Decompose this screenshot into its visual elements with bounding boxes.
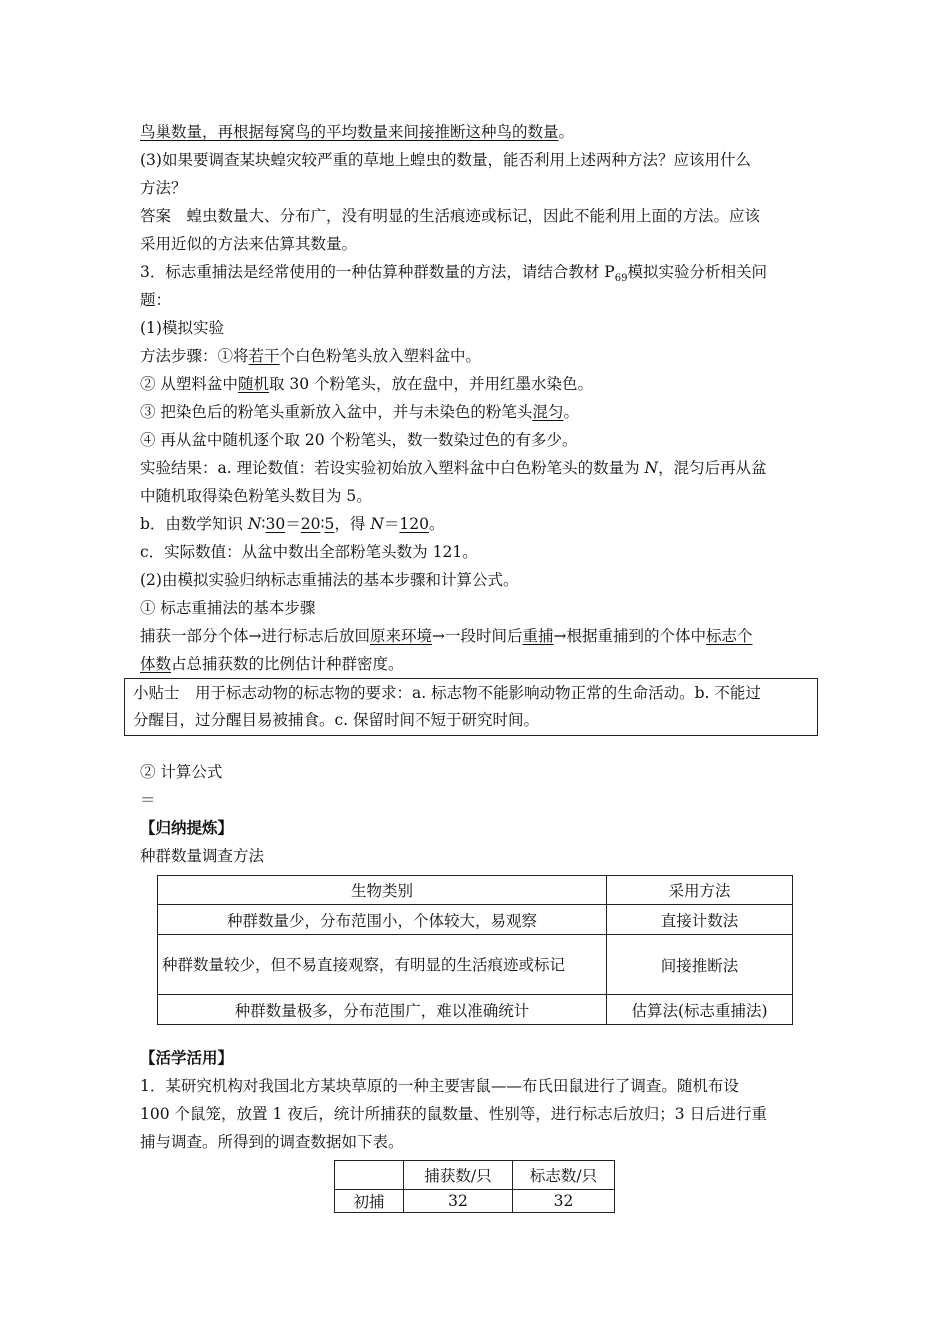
step-1 — [140, 342, 820, 370]
text-line: 捕与调查。所得到的调查数据如下表。 — [140, 1133, 404, 1151]
text: 实验结果：a. 理论数值：若设实验初始放入塑料盆中白色粉笔头的数量为 — [140, 459, 645, 477]
text: ∶ — [261, 515, 266, 533]
step-3 — [140, 398, 820, 426]
tip-line: 小贴士 用于标志动物的标志物的要求：a. 标志物不能影响动物正常的生命活动。b. 不能过 — [133, 684, 761, 702]
text: ，混匀后再从盆 — [658, 459, 767, 477]
underlined-answer: 30 — [265, 515, 286, 533]
underlined-answer: 混匀 — [532, 403, 564, 421]
capture-data-table — [334, 1160, 615, 1213]
step-4: ④ 再从盆中随机逐个取 20 个粉笔头，数一数染过色的有多少。 — [140, 431, 578, 449]
text: 。 — [558, 123, 575, 141]
text-line: 100 个鼠笼，放置 1 夜后，统计所捕获的鼠数量、性别等，进行标志后放归；3 日后进行重 — [140, 1105, 768, 1123]
text: 3．标志重捕法是经常使用的一种估算种群数量的方法，请结合教材 P — [140, 263, 615, 281]
text-line: 方法？ — [140, 179, 187, 197]
underlined-answer: 体数 — [140, 655, 172, 673]
table-header — [335, 1161, 404, 1190]
text-line: 采用近似的方法来估算其数量。 — [140, 235, 358, 253]
table-cell: 种群数量极多，分布范围广，难以准确统计 — [158, 995, 607, 1025]
table-row — [158, 905, 793, 935]
question-1: 1．某研究机构对我国北方某块草原的一种主要害鼠——布氏田鼠进行了调查。随机布设 — [140, 1077, 739, 1095]
text: 占总捕获数的比例估计种群密度。 — [171, 655, 404, 673]
table-header-row — [158, 876, 793, 905]
underlined-answer: 5 — [324, 515, 335, 533]
answer-line: 答案 蝗虫数量大、分布广，没有明显的生活痕迹或标记，因此不能利用上面的方法。应该 — [140, 207, 761, 225]
page-ref: 69 — [614, 273, 628, 285]
text-line: ② 计算公式 — [140, 763, 223, 781]
step-2 — [140, 370, 820, 398]
text: ② 从塑料盆中 — [140, 375, 238, 393]
text-line: ① 标志重捕法的基本步骤 — [140, 599, 316, 617]
text: 个白色粉笔头放入塑料盆中。 — [279, 347, 482, 365]
underlined-answer: 重捕 — [522, 627, 554, 645]
table-cell: 直接计数法 — [607, 905, 793, 935]
steps-line — [140, 622, 820, 650]
variable: N — [247, 515, 262, 533]
section-heading: 【归纳提炼】 — [140, 818, 234, 837]
underlined-answer: 鸟巢数量，再根据每窝鸟的平均数量来间接推断这种鸟的数量 — [140, 123, 559, 141]
table-cell: 32 — [513, 1190, 615, 1213]
text: 方法步骤：①将 — [140, 347, 249, 365]
formula-line: ＝ — [140, 791, 156, 809]
section-heading: 【活学活用】 — [140, 1048, 234, 1067]
underlined-answer: 原来环境 — [370, 627, 433, 645]
table-cell: 种群数量少，分布范围小，个体较大，易观察 — [158, 905, 607, 935]
table-cell: 估算法(标志重捕法) — [607, 995, 793, 1025]
question-3: (3)如果要调查某块蝗灾较严重的草地上蝗虫的数量，能否利用上述两种方法？应该用什么 — [140, 151, 751, 169]
text: ③ 把染色后的粉笔头重新放入盆中，并与未染色的粉笔头 — [140, 403, 533, 421]
text: ＝ — [383, 515, 400, 533]
survey-methods-table — [157, 875, 793, 1025]
tip-box — [124, 678, 818, 736]
table-caption: 种群数量调查方法 — [140, 847, 265, 865]
table-cell: 初捕 — [335, 1190, 404, 1213]
table-row — [335, 1190, 615, 1213]
text: ∶ — [320, 515, 325, 533]
result-c: c．实际数值：从盆中数出全部粉笔头数为 121。 — [140, 543, 478, 561]
subsection-title: (1)模拟实验 — [140, 319, 224, 337]
text: 。 — [428, 515, 445, 533]
underlined-answer: 若干 — [248, 347, 280, 365]
text: 。 — [563, 403, 579, 421]
underlined-answer: 120 — [399, 515, 429, 533]
result-a — [140, 454, 820, 482]
tip-line: 分醒目，过分醒目易被捕食。c. 保留时间不短于研究时间。 — [133, 711, 540, 729]
text: b．由数学知识 — [140, 515, 248, 533]
text-line: 题： — [140, 291, 172, 309]
underlined-answer: 标志个 — [706, 627, 753, 645]
underlined-answer: 20 — [300, 515, 321, 533]
table-cell: 种群数量较少，但不易直接观察，有明显的生活痕迹或标记 — [158, 935, 607, 995]
variable: N — [370, 515, 384, 533]
table-header-row — [335, 1161, 615, 1190]
steps-line — [140, 650, 820, 678]
table-row — [158, 935, 793, 995]
table-cell: 32 — [404, 1190, 513, 1213]
table-header: 采用方法 — [607, 876, 793, 905]
table-header: 标志数/只 — [513, 1161, 615, 1190]
table-header: 生物类别 — [158, 876, 607, 905]
text: →一段时间后 — [432, 627, 523, 645]
table-row — [158, 995, 793, 1025]
text-line — [140, 118, 820, 146]
table-header: 捕获数/只 — [404, 1161, 513, 1190]
text-line: 中随机取得染色粉笔头数目为 5。 — [140, 487, 372, 505]
subsection-title: (2)由模拟实验归纳标志重捕法的基本步骤和计算公式。 — [140, 571, 519, 589]
underlined-answer: 随机 — [237, 375, 269, 393]
text: ，得 — [334, 515, 371, 533]
text: 取 30 个粉笔头，放在盘中，并用红墨水染色。 — [268, 375, 594, 393]
table-cell: 间接推断法 — [607, 935, 793, 995]
result-b — [140, 510, 820, 538]
text: 捕获一部分个体→进行标志后放回 — [140, 627, 370, 645]
text: ＝ — [285, 515, 301, 533]
variable: N — [644, 459, 659, 477]
text: 模拟实验分析相关问 — [627, 263, 767, 281]
text: →根据重捕到的个体中 — [553, 627, 707, 645]
